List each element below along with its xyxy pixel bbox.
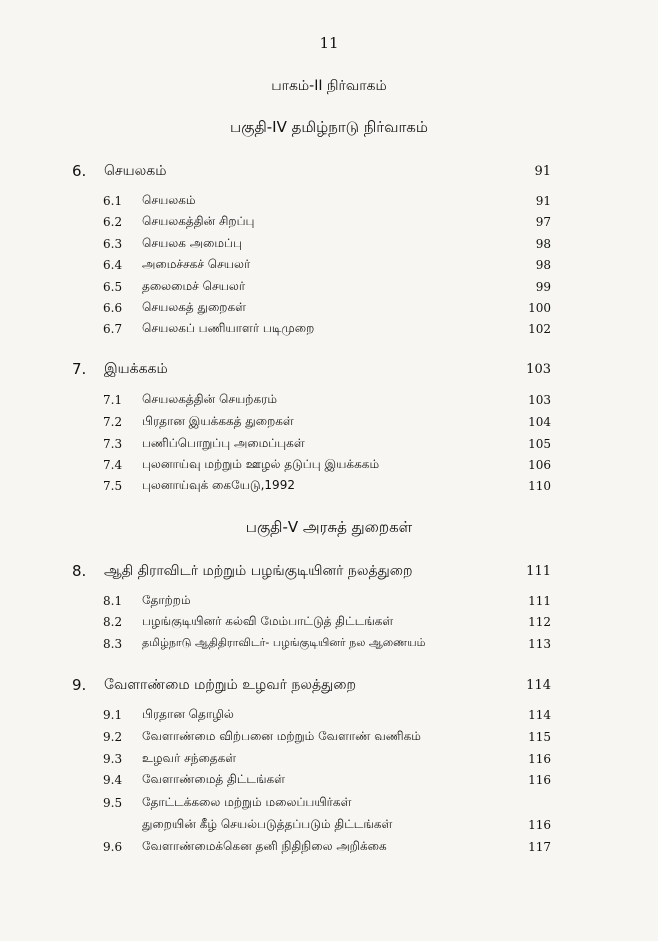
entry-title: தமிழ்நாடு ஆதிதிராவிடர்- பழங்குடியினர் நல ஆணையம் — [142, 636, 426, 649]
entry-number: 9.1 — [103, 708, 123, 722]
toc-entry — [0, 592, 658, 612]
chapter-entry — [0, 360, 658, 384]
entry-page: 114 — [528, 708, 551, 722]
entry-page: 112 — [528, 615, 551, 629]
toc-entry — [0, 613, 658, 633]
entry-page: 116 — [528, 773, 551, 787]
chapter-page: 103 — [526, 362, 551, 377]
entry-number: 6.2 — [103, 215, 123, 229]
entry-number: 6.6 — [103, 301, 123, 315]
entry-title: தோட்டக்கலை மற்றும் மலைப்பயிர்கள் — [142, 795, 352, 809]
entry-title: அமைச்சகச் செயலர் — [142, 257, 251, 271]
toc-entry-continuation — [0, 816, 658, 836]
toc-entry — [0, 413, 658, 433]
entry-page: 103 — [528, 393, 551, 407]
entry-number: 6.5 — [103, 280, 123, 294]
chapter-page: 111 — [526, 564, 551, 579]
entry-title: செயலகம் — [142, 193, 196, 207]
toc-entry — [0, 635, 658, 655]
toc-entry — [0, 299, 658, 319]
toc-entry — [0, 771, 658, 791]
entry-title: தோற்றம் — [142, 593, 191, 607]
toc-entry — [0, 235, 658, 255]
entry-page: 102 — [528, 322, 551, 336]
entry-number: 7.5 — [103, 479, 123, 493]
toc-entry — [0, 192, 658, 212]
entry-number: 7.3 — [103, 437, 123, 451]
toc-entry — [0, 838, 658, 858]
entry-number: 8.3 — [103, 637, 123, 651]
entry-title: செயலகப் பணியாளர் படிமுறை — [142, 321, 315, 335]
entry-number: 8.1 — [103, 594, 123, 608]
entry-title: புலனாய்வு மற்றும் ஊழல் தடுப்பு இயக்ககம் — [142, 457, 380, 471]
entry-title: பிரதான தொழில் — [142, 707, 234, 721]
entry-page: 111 — [528, 594, 551, 608]
toc-entry — [0, 256, 658, 276]
entry-title: புலனாய்வுக் கையேடு,1992 — [142, 478, 295, 492]
entry-page: 115 — [528, 730, 551, 744]
toc-entry — [0, 435, 658, 455]
entry-page: 113 — [528, 637, 551, 651]
entry-page: 104 — [528, 415, 551, 429]
toc-entry — [0, 728, 658, 748]
entry-number: 9.4 — [103, 773, 123, 787]
toc-entry — [0, 320, 658, 340]
entry-number: 6.3 — [103, 237, 123, 251]
page-number: 11 — [319, 34, 339, 52]
section-title: பகுதி-IV தமிழ்நாடு நிர்வாகம் — [230, 118, 428, 136]
entry-title: வேளாண்மைத் திட்டங்கள் — [142, 772, 285, 786]
toc-entry — [0, 706, 658, 726]
toc-entry — [0, 278, 658, 298]
entry-title: பிரதான இயக்ககத் துறைகள் — [142, 414, 294, 428]
chapter-page: 91 — [534, 164, 551, 179]
chapter-entry — [0, 676, 658, 700]
entry-number: 9.2 — [103, 730, 123, 744]
toc-entry — [0, 477, 658, 497]
chapter-page: 114 — [526, 678, 551, 693]
entry-number: 9.6 — [103, 840, 123, 854]
chapter-title: ஆதி திராவிடர் மற்றும் பழங்குடியினர் நலத்துறை — [104, 563, 413, 579]
chapter-title: வேளாண்மை மற்றும் உழவர் நலத்துறை — [104, 677, 357, 693]
entry-number: 9.3 — [103, 752, 123, 766]
entry-title: பணிப்பொறுப்பு அமைப்புகள் — [142, 436, 305, 450]
entry-title: செயலகத் துறைகள் — [142, 300, 246, 314]
entry-title: வேளாண்மைக்கென தனி நிதிநிலை அறிக்கை — [142, 839, 387, 853]
chapter-number: 8. — [72, 562, 87, 580]
entry-title-continued: துறையின் கீழ் செயல்படுத்தப்படும் திட்டங்கள் — [142, 817, 393, 831]
entry-title: செயலக அமைப்பு — [142, 236, 242, 250]
entry-page: 117 — [528, 840, 551, 854]
entry-page: 105 — [528, 437, 551, 451]
chapter-title: செயலகம் — [104, 163, 167, 179]
entry-title: பழங்குடியினர் கல்வி மேம்பாட்டுத் திட்டங்கள் — [142, 614, 394, 628]
chapter-number: 7. — [72, 360, 87, 378]
section-title: பகுதி-V அரசுத் துறைகள் — [245, 518, 413, 536]
entry-page: 100 — [528, 301, 551, 315]
entry-number: 6.7 — [103, 322, 123, 336]
entry-page: 98 — [535, 237, 551, 251]
chapter-title: இயக்ககம் — [104, 361, 168, 377]
entry-page: 106 — [528, 458, 551, 472]
entry-page: 116 — [528, 752, 551, 766]
chapter-number: 9. — [72, 676, 87, 694]
entry-number: 6.1 — [103, 194, 123, 208]
entry-title: தலைமைச் செயலர் — [142, 279, 246, 293]
entry-number: 6.4 — [103, 258, 123, 272]
entry-title: செயலகத்தின் சிறப்பு — [142, 214, 255, 228]
toc-entry — [0, 456, 658, 476]
part-title: பாகம்-II நிர்வாகம் — [271, 78, 387, 94]
entry-page: 99 — [535, 280, 551, 294]
entry-number: 7.2 — [103, 415, 123, 429]
entry-number: 7.1 — [103, 393, 123, 407]
entry-page: 98 — [535, 258, 551, 272]
chapter-number: 6. — [72, 162, 87, 180]
entry-title: செயலகத்தின் செயற்கரம் — [142, 392, 277, 406]
toc-entry — [0, 750, 658, 770]
entry-number: 7.4 — [103, 458, 123, 472]
toc-entry — [0, 213, 658, 233]
chapter-entry — [0, 162, 658, 186]
entry-number: 9.5 — [103, 796, 123, 810]
chapter-entry — [0, 562, 658, 586]
entry-page: 116 — [528, 818, 551, 832]
entry-title: வேளாண்மை விற்பனை மற்றும் வேளாண் வணிகம் — [142, 729, 421, 743]
entry-number: 8.2 — [103, 615, 123, 629]
entry-page: 110 — [528, 479, 551, 493]
entry-page: 91 — [535, 194, 551, 208]
toc-entry — [0, 391, 658, 411]
entry-title: உழவர் சந்தைகள் — [142, 751, 237, 765]
entry-page: 97 — [535, 215, 551, 229]
toc-entry — [0, 794, 658, 814]
